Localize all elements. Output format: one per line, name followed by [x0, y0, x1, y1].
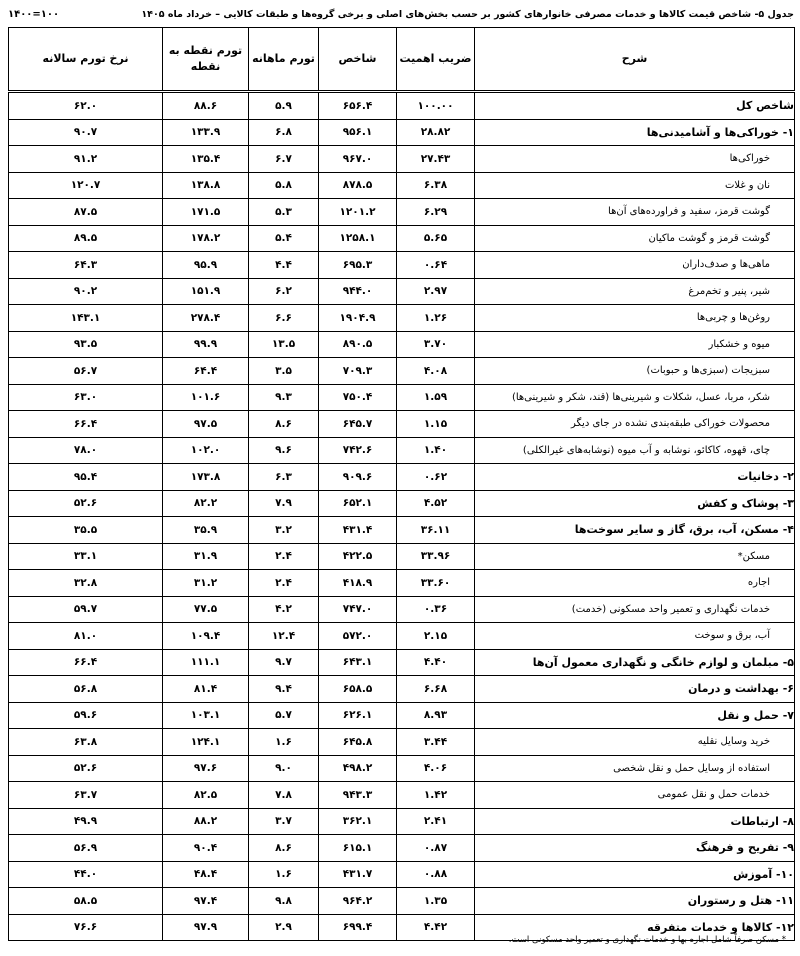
cell-desc: میوه و خشکبار: [475, 331, 795, 358]
cell-annual: ۸۱.۰: [9, 623, 163, 650]
title-bar: [8, 4, 794, 24]
cell-weight: ۲.۹۷: [397, 278, 475, 305]
cell-annual: ۴۹.۹: [9, 808, 163, 835]
cell-weight: ۲۸.۸۲: [397, 119, 475, 146]
table-row: [9, 146, 795, 173]
table-row: [9, 782, 795, 809]
table-row: [9, 199, 795, 226]
cell-annual: ۶۳.۷: [9, 782, 163, 809]
base-year-reference: ۱۴۰۰=۱۰۰: [8, 8, 60, 20]
cell-monthly: ۸.۶: [249, 835, 319, 862]
cell-annual: ۷۶.۶: [9, 914, 163, 941]
cell-index: ۳۶۲.۱: [319, 808, 397, 835]
cell-annual: ۵۸.۵: [9, 888, 163, 915]
cell-index: ۴۱۸.۹: [319, 570, 397, 597]
cell-index: ۶۵۶.۴: [319, 92, 397, 120]
cell-monthly: ۹.۳: [249, 384, 319, 411]
cell-index: ۹۶۷.۰: [319, 146, 397, 173]
table-row: [9, 596, 795, 623]
cell-weight: ۲.۴۱: [397, 808, 475, 835]
cell-monthly: ۶.۳: [249, 464, 319, 491]
cell-index: ۶۴۳.۱: [319, 649, 397, 676]
cell-annual: ۳۳.۱: [9, 543, 163, 570]
cell-annual: ۸۷.۵: [9, 199, 163, 226]
cell-weight: ۸.۹۳: [397, 702, 475, 729]
cell-desc: ۱۰- آموزش: [475, 861, 795, 888]
cell-annual: ۶۶.۴: [9, 649, 163, 676]
cell-desc: ۴- مسکن، آب، برق، گاز و سایر سوخت‌ها: [475, 517, 795, 544]
table-row: [9, 384, 795, 411]
cell-weight: ۳.۴۴: [397, 729, 475, 756]
cell-monthly: ۶.۸: [249, 119, 319, 146]
cell-p2p: ۱۰۱.۶: [163, 384, 249, 411]
cell-index: ۶۴۵.۸: [319, 729, 397, 756]
table-row: [9, 888, 795, 915]
cell-p2p: ۱۰۳.۱: [163, 702, 249, 729]
table-row: [9, 278, 795, 305]
cell-p2p: ۹۷.۹: [163, 914, 249, 941]
cell-monthly: ۶.۶: [249, 305, 319, 332]
header-annual: نرخ تورم سالانه: [9, 28, 163, 92]
cell-annual: ۶۲.۰: [9, 92, 163, 120]
cell-p2p: ۱۷۳.۸: [163, 464, 249, 491]
cell-annual: ۵۹.۶: [9, 702, 163, 729]
header-p2p: تورم نقطه به نقطه: [163, 28, 249, 92]
cell-index: ۹۰۹.۶: [319, 464, 397, 491]
cell-monthly: ۲.۴: [249, 543, 319, 570]
cell-weight: ۱.۵۹: [397, 384, 475, 411]
cell-index: ۶۹۹.۴: [319, 914, 397, 941]
cell-weight: ۱.۲۶: [397, 305, 475, 332]
cell-p2p: ۹۰.۴: [163, 835, 249, 862]
cell-annual: ۳۵.۵: [9, 517, 163, 544]
header-index: شاخص: [319, 28, 397, 92]
cell-p2p: ۱۳۵.۴: [163, 146, 249, 173]
cell-p2p: ۸۸.۲: [163, 808, 249, 835]
cell-desc: ۸- ارتباطات: [475, 808, 795, 835]
cell-weight: ۰.۸۷: [397, 835, 475, 862]
cell-p2p: ۳۱.۲: [163, 570, 249, 597]
cell-monthly: ۹.۸: [249, 888, 319, 915]
cell-weight: ۱.۱۵: [397, 411, 475, 438]
cell-p2p: ۳۵.۹: [163, 517, 249, 544]
cell-index: ۱۲۰۱.۲: [319, 199, 397, 226]
header-monthly: تورم ماهانه: [249, 28, 319, 92]
cell-desc: ۵- مبلمان و لوازم خانگی و نگهداری معمول آن‌ها: [475, 649, 795, 676]
cell-p2p: ۱۳۸.۸: [163, 172, 249, 199]
table-row: [9, 755, 795, 782]
cell-annual: ۶۶.۴: [9, 411, 163, 438]
cpi-table: [8, 27, 795, 941]
cell-annual: ۹۰.۷: [9, 119, 163, 146]
cell-monthly: ۳.۲: [249, 517, 319, 544]
cell-desc: چای، قهوه، کاکائو، نوشابه و آب میوه (نوشابه‌های غیرالکلی): [475, 437, 795, 464]
cell-desc: اجاره: [475, 570, 795, 597]
cell-index: ۵۷۲.۰: [319, 623, 397, 650]
cell-annual: ۶۳.۰: [9, 384, 163, 411]
header-desc: شرح: [475, 28, 795, 92]
cell-annual: ۹۰.۲: [9, 278, 163, 305]
cell-index: ۱۲۵۸.۱: [319, 225, 397, 252]
cell-annual: ۴۴.۰: [9, 861, 163, 888]
cell-p2p: ۸۲.۲: [163, 490, 249, 517]
cell-desc: شاخص کل: [475, 92, 795, 120]
cell-weight: ۱.۳۵: [397, 888, 475, 915]
table-row: [9, 490, 795, 517]
cell-p2p: ۹۷.۵: [163, 411, 249, 438]
cell-p2p: ۱۲۴.۱: [163, 729, 249, 756]
cell-p2p: ۴۸.۴: [163, 861, 249, 888]
cell-annual: ۵۶.۷: [9, 358, 163, 385]
cell-annual: ۵۶.۹: [9, 835, 163, 862]
cell-weight: ۳۳.۹۶: [397, 543, 475, 570]
cell-p2p: ۱۱۱.۱: [163, 649, 249, 676]
cell-monthly: ۵.۹: [249, 92, 319, 120]
cell-p2p: ۱۷۸.۲: [163, 225, 249, 252]
table-row: [9, 623, 795, 650]
cell-index: ۸۹۰.۵: [319, 331, 397, 358]
cell-index: ۶۴۵.۷: [319, 411, 397, 438]
cell-monthly: ۹.۴: [249, 676, 319, 703]
cell-weight: ۴.۰۶: [397, 755, 475, 782]
cell-desc: گوشت قرمز، سفید و فراورده‌های آن‌ها: [475, 199, 795, 226]
table-row: [9, 676, 795, 703]
cell-monthly: ۹.۶: [249, 437, 319, 464]
cell-annual: ۵۹.۷: [9, 596, 163, 623]
cell-weight: ۳۳.۶۰: [397, 570, 475, 597]
cell-weight: ۳.۷۰: [397, 331, 475, 358]
cell-p2p: ۱۳۳.۹: [163, 119, 249, 146]
cell-monthly: ۳.۵: [249, 358, 319, 385]
cell-index: ۶۵۲.۱: [319, 490, 397, 517]
table-row: [9, 729, 795, 756]
cell-weight: ۴.۰۸: [397, 358, 475, 385]
table-body: [9, 92, 795, 941]
table-row: [9, 358, 795, 385]
cell-p2p: ۲۷۸.۴: [163, 305, 249, 332]
cell-monthly: ۱۳.۵: [249, 331, 319, 358]
table-row: [9, 517, 795, 544]
cell-monthly: ۶.۷: [249, 146, 319, 173]
cell-annual: ۵۲.۶: [9, 490, 163, 517]
cell-index: ۴۹۸.۲: [319, 755, 397, 782]
cell-p2p: ۸۱.۴: [163, 676, 249, 703]
cell-annual: ۸۹.۵: [9, 225, 163, 252]
table-row: [9, 835, 795, 862]
cell-desc: مسکن*: [475, 543, 795, 570]
cell-annual: ۹۵.۴: [9, 464, 163, 491]
cell-monthly: ۲.۹: [249, 914, 319, 941]
cell-p2p: ۹۷.۶: [163, 755, 249, 782]
cell-p2p: ۱۷۱.۵: [163, 199, 249, 226]
cell-monthly: ۵.۷: [249, 702, 319, 729]
cell-weight: ۰.۳۶: [397, 596, 475, 623]
cell-index: ۹۶۴.۲: [319, 888, 397, 915]
cell-desc: نان و غلات: [475, 172, 795, 199]
cell-desc: خوراکی‌ها: [475, 146, 795, 173]
cell-monthly: ۳.۷: [249, 808, 319, 835]
cell-weight: ۱.۴۲: [397, 782, 475, 809]
cell-desc: خدمات نگهداری و تعمیر واحد مسکونی (خدمت): [475, 596, 795, 623]
cell-index: ۷۰۹.۳: [319, 358, 397, 385]
header-weight: ضریب اهمیت: [397, 28, 475, 92]
cell-monthly: ۱.۶: [249, 729, 319, 756]
cell-index: ۹۴۳.۳: [319, 782, 397, 809]
table-row: [9, 252, 795, 279]
cell-weight: ۴.۴۲: [397, 914, 475, 941]
cell-monthly: ۱.۶: [249, 861, 319, 888]
cell-desc: گوشت قرمز و گوشت ماکیان: [475, 225, 795, 252]
cell-desc: ۱- خوراکی‌ها و آشامیدنی‌ها: [475, 119, 795, 146]
table-row: [9, 702, 795, 729]
cell-weight: ۵.۶۵: [397, 225, 475, 252]
table-row: [9, 305, 795, 332]
cell-p2p: ۸۲.۵: [163, 782, 249, 809]
cell-annual: ۶۳.۸: [9, 729, 163, 756]
cell-desc: ۳- پوشاک و کفش: [475, 490, 795, 517]
cell-desc: ۹- تفریح و فرهنگ: [475, 835, 795, 862]
cell-monthly: ۴.۴: [249, 252, 319, 279]
cell-desc: خرید وسایل نقلیه: [475, 729, 795, 756]
cell-index: ۴۲۲.۵: [319, 543, 397, 570]
cell-annual: ۱۴۳.۱: [9, 305, 163, 332]
cell-annual: ۷۸.۰: [9, 437, 163, 464]
table-row: [9, 808, 795, 835]
cell-weight: ۴.۵۲: [397, 490, 475, 517]
cell-index: ۹۴۴.۰: [319, 278, 397, 305]
cell-annual: ۵۲.۶: [9, 755, 163, 782]
cell-index: ۹۵۶.۱: [319, 119, 397, 146]
cell-monthly: ۴.۲: [249, 596, 319, 623]
cell-monthly: ۸.۶: [249, 411, 319, 438]
cell-monthly: ۹.۰: [249, 755, 319, 782]
cell-index: ۷۴۲.۶: [319, 437, 397, 464]
cell-desc: شکر، مربا، عسل، شکلات و شیرینی‌ها (قند، شکر و شیرینی‌ها): [475, 384, 795, 411]
cell-weight: ۶.۲۹: [397, 199, 475, 226]
cell-index: ۶۵۸.۵: [319, 676, 397, 703]
cell-desc: روغن‌ها و چربی‌ها: [475, 305, 795, 332]
cell-desc: ۱۱- هتل و رستوران: [475, 888, 795, 915]
cell-annual: ۶۴.۳: [9, 252, 163, 279]
cell-annual: ۳۲.۸: [9, 570, 163, 597]
cell-desc: محصولات خوراکی طبقه‌بندی نشده در جای دیگر: [475, 411, 795, 438]
cell-p2p: ۱۰۲.۰: [163, 437, 249, 464]
table-row: [9, 119, 795, 146]
table-row: [9, 92, 795, 120]
cell-monthly: ۵.۴: [249, 225, 319, 252]
cell-monthly: ۱۲.۴: [249, 623, 319, 650]
cell-weight: ۱.۴۰: [397, 437, 475, 464]
cell-weight: ۶.۳۸: [397, 172, 475, 199]
cell-index: ۷۴۷.۰: [319, 596, 397, 623]
cell-monthly: ۲.۴: [249, 570, 319, 597]
cell-p2p: ۸۸.۶: [163, 92, 249, 120]
table-row: [9, 411, 795, 438]
cell-p2p: ۱۰۹.۴: [163, 623, 249, 650]
footnote: * مسکن صرفاً شامل اجاره بها و خدمات نگهداری و تعمیر واحد مسکونی است.: [508, 935, 786, 945]
cell-weight: ۰.۶۴: [397, 252, 475, 279]
cell-weight: ۱۰۰.۰۰: [397, 92, 475, 120]
cell-index: ۸۷۸.۵: [319, 172, 397, 199]
cell-desc: آب، برق و سوخت: [475, 623, 795, 650]
cell-monthly: ۷.۹: [249, 490, 319, 517]
cell-monthly: ۷.۸: [249, 782, 319, 809]
cell-desc: استفاده از وسایل حمل و نقل شخصی: [475, 755, 795, 782]
cell-weight: ۲۷.۴۳: [397, 146, 475, 173]
cell-monthly: ۹.۷: [249, 649, 319, 676]
cell-p2p: ۹۹.۹: [163, 331, 249, 358]
cell-monthly: ۵.۳: [249, 199, 319, 226]
cell-p2p: ۹۵.۹: [163, 252, 249, 279]
table-row: [9, 570, 795, 597]
cell-weight: ۰.۶۲: [397, 464, 475, 491]
cell-p2p: ۶۴.۴: [163, 358, 249, 385]
cell-index: ۱۹۰۴.۹: [319, 305, 397, 332]
header-row: [9, 28, 795, 92]
cell-index: ۴۳۱.۷: [319, 861, 397, 888]
cell-index: ۶۱۵.۱: [319, 835, 397, 862]
table-row: [9, 649, 795, 676]
cell-desc: ۲- دخانیات: [475, 464, 795, 491]
cell-p2p: ۷۷.۵: [163, 596, 249, 623]
cell-annual: ۹۳.۵: [9, 331, 163, 358]
cell-monthly: ۵.۸: [249, 172, 319, 199]
cell-desc: شیر، پنیر و تخم‌مرغ: [475, 278, 795, 305]
cell-p2p: ۳۱.۹: [163, 543, 249, 570]
cell-desc: خدمات حمل و نقل عمومی: [475, 782, 795, 809]
table-row: [9, 225, 795, 252]
cell-desc: ۶- بهداشت و درمان: [475, 676, 795, 703]
table-row: [9, 172, 795, 199]
cell-index: ۷۵۰.۴: [319, 384, 397, 411]
table-title: جدول ۵- شاخص قیمت کالاها و خدمات مصرفی خانوارهای کشور بر حسب بخش‌های اصلی و برخی گروه‌ها و طبقات کالایی – خرداد ماه ۱۴۰۵: [141, 8, 794, 20]
table-row: [9, 543, 795, 570]
cell-weight: ۳۶.۱۱: [397, 517, 475, 544]
cell-annual: ۵۶.۸: [9, 676, 163, 703]
cell-index: ۶۹۵.۳: [319, 252, 397, 279]
cell-monthly: ۶.۲: [249, 278, 319, 305]
cell-desc: سبزیجات (سبزی‌ها و حبوبات): [475, 358, 795, 385]
cell-weight: ۰.۸۸: [397, 861, 475, 888]
cell-index: ۴۳۱.۴: [319, 517, 397, 544]
cell-annual: ۹۱.۲: [9, 146, 163, 173]
cell-annual: ۱۲۰.۷: [9, 172, 163, 199]
cell-desc: ۱۲- کالاها و خدمات متفرقه: [475, 914, 795, 941]
cell-index: ۶۲۶.۱: [319, 702, 397, 729]
cell-p2p: ۹۷.۴: [163, 888, 249, 915]
table-row: [9, 464, 795, 491]
table-row: [9, 861, 795, 888]
cell-weight: ۲.۱۵: [397, 623, 475, 650]
cell-p2p: ۱۵۱.۹: [163, 278, 249, 305]
cell-desc: ۷- حمل و نقل: [475, 702, 795, 729]
table-row: [9, 437, 795, 464]
cell-weight: ۴.۴۰: [397, 649, 475, 676]
cell-desc: ماهی‌ها و صدف‌داران: [475, 252, 795, 279]
cell-weight: ۶.۶۸: [397, 676, 475, 703]
table-row: [9, 331, 795, 358]
